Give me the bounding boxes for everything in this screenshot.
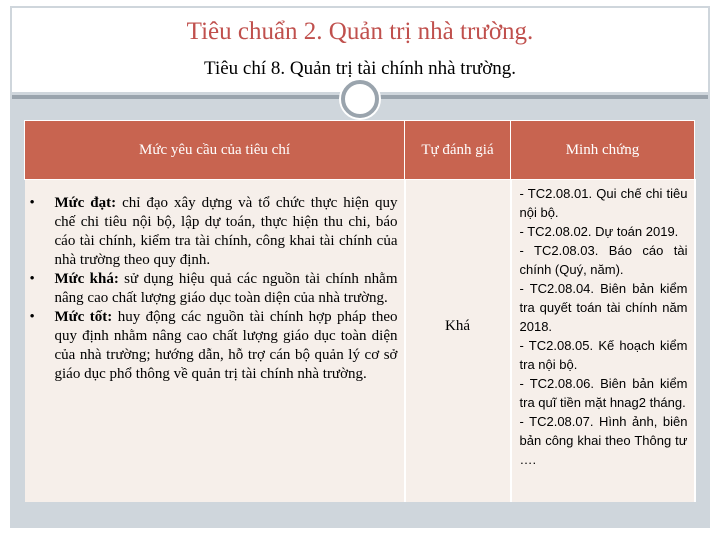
list-item: • Mức tốt: huy động các nguồn tài chính hợp pháp theo quy định nhằm nâng cao chất lượng giáo dục toàn diện của nhà trường; hướng dẫn, hỗ trợ cán bộ quản lý cơ sở giáo dục phổ thông về quản trị tài chính nhà trường. — [29, 309, 398, 382]
page-title: Tiêu chuẩn 2. Quản trị nhà trường. — [186, 18, 534, 45]
level-text: huy động các nguồn tài chính hợp pháp theo quy định nhằm nâng cao chất lượng giáo dục toàn diện của nhà trường; hướng dẫn, hỗ trợ cán bộ quản lý cơ sở giáo dục phổ thông về quản trị tài chính nhà trường. — [54, 309, 398, 382]
header-requirement: Mức yêu cầu của tiêu chí — [25, 121, 405, 180]
list-item: • Mức đạt: chỉ đạo xây dựng và tổ chức thực hiện quy chế chi tiêu nội bộ, lập dự toán, thực hiện thu chi, báo cáo tài chính, kiểm tra tài chính, công khai tài chính của nhà trường theo quy định. — [29, 195, 398, 268]
criteria-table — [24, 120, 696, 502]
level-label: Mức tốt: — [54, 309, 113, 325]
self-assessment-value: Khá — [445, 318, 470, 334]
circle-ornament-icon — [341, 80, 379, 118]
evidence-cell — [511, 180, 695, 502]
page-subtitle: Tiêu chí 8. Quản trị tài chính nhà trường. — [204, 58, 516, 79]
table-header-row — [25, 121, 695, 180]
level-text: sử dụng hiệu quả các nguồn tài chính nhằm nâng cao chất lượng giáo dục toàn diện của nhà trường. — [54, 271, 398, 306]
evidence-item: - TC2.08.07. Hình ảnh, biên bản công khai theo Thông tư …. — [519, 414, 688, 467]
level-label: Mức khá: — [54, 271, 119, 287]
level-text: chỉ đạo xây dựng và tổ chức thực hiện quy chế chi tiêu nội bộ, lập dự toán, thực hiện thu chi, báo cáo tài chính, kiểm tra tài chính, công khai tài chính của nhà trường theo quy định. — [54, 195, 398, 268]
table-row — [25, 180, 695, 502]
evidence-item: - TC2.08.04. Biên bản kiểm tra quyết toán tài chính năm 2018. — [519, 281, 688, 334]
list-item: • Mức khá: sử dụng hiệu quả các nguồn tài chính nhằm nâng cao chất lượng giáo dục toàn diện của nhà trường. — [29, 271, 398, 306]
header-self-assessment: Tự đánh giá — [405, 121, 511, 180]
requirement-cell — [25, 180, 405, 502]
evidence-item: - TC2.08.05. Kế hoạch kiểm tra nội bộ. — [519, 338, 688, 372]
evidence-list — [512, 180, 694, 469]
evidence-item: - TC2.08.01. Qui chế chi tiêu nội bộ. — [519, 186, 688, 220]
self-assessment-cell — [405, 180, 511, 502]
evidence-item: - TC2.08.03. Báo cáo tài chính (Quý, năm). — [519, 243, 688, 277]
evidence-item: - TC2.08.06. Biên bản kiểm tra quĩ tiền mặt hnag2 tháng. — [519, 376, 688, 410]
header-evidence: Minh chứng — [511, 121, 695, 180]
criteria-list — [25, 194, 404, 384]
evidence-item: - TC2.08.02. Dự toán 2019. — [519, 224, 679, 239]
level-label: Mức đạt: — [54, 195, 117, 211]
